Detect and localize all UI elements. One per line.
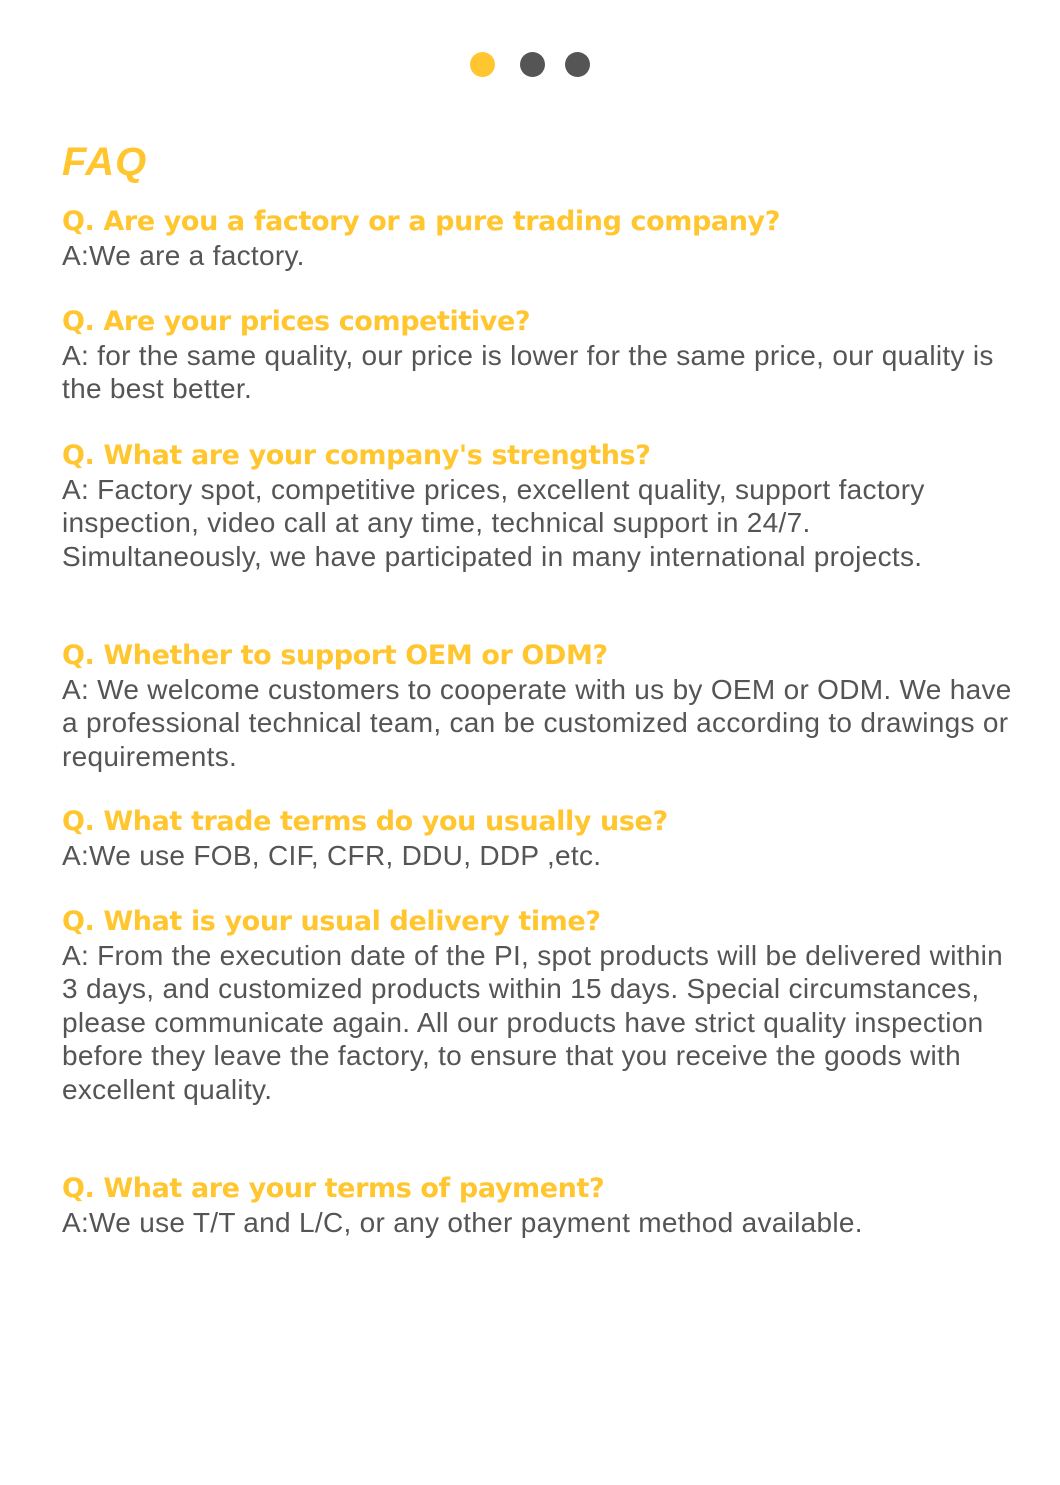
pagination-dot[interactable] <box>565 52 590 77</box>
faq-question: Q. What are your terms of payment? <box>62 1173 605 1204</box>
faq-question: Q. What is your usual delivery time? <box>62 906 601 937</box>
faq-answer: A:We are a factory. <box>62 240 305 271</box>
carousel-pagination <box>0 52 1060 78</box>
faq-item <box>62 305 1022 406</box>
faq-question: Q. Are your prices competitive? <box>62 306 531 337</box>
faq-question: Q. What are your company's strengths? <box>62 440 651 471</box>
faq-item <box>62 905 1022 1106</box>
faq-item <box>62 1172 1022 1239</box>
faq-answer: A: From the execution date of the PI, spot products will be delivered within 3 days, and customized products within 15 days. Special circumstances, please communicate again. All our products have strict quality inspection before they leave the factory, to ensure that you receive the goods with excellent quality. <box>62 940 1004 1105</box>
faq-answer: A: We welcome customers to cooperate with us by OEM or ODM. We have a professional technical team, can be customized according to drawings or requirements. <box>62 674 1012 772</box>
faq-question: Q. What trade terms do you usually use? <box>62 806 668 837</box>
faq-answer: A:We use T/T and L/C, or any other payment method available. <box>62 1207 863 1238</box>
pagination-dot[interactable] <box>520 52 545 77</box>
faq-title: FAQ <box>62 140 148 184</box>
pagination-dot-active[interactable] <box>470 52 495 77</box>
faq-item <box>62 439 1022 573</box>
faq-item <box>62 639 1022 773</box>
faq-item <box>62 805 1022 872</box>
faq-answer: A: Factory spot, competitive prices, excellent quality, support factory inspection, video call at any time, technical support in 24/7. Simultaneously, we have participated in many international projects. <box>62 474 925 572</box>
faq-answer: A:We use FOB, CIF, CFR, DDU, DDP ,etc. <box>62 840 602 871</box>
faq-question: Q. Are you a factory or a pure trading company? <box>62 206 781 237</box>
faq-item <box>62 205 1022 272</box>
faq-answer: A: for the same quality, our price is lower for the same price, our quality is the best better. <box>62 340 994 405</box>
faq-question: Q. Whether to support OEM or ODM? <box>62 640 608 671</box>
